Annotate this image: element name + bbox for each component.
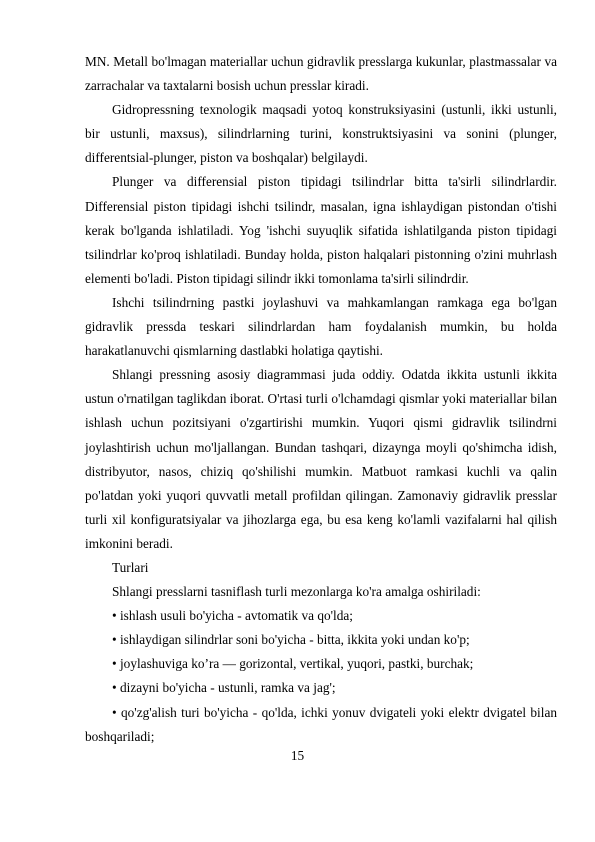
- paragraph: Gidropressning texnologik maqsadi yotoq konstruksiyasini (ustunli, ikki ustunli, bir ustunli, maxsus), silindrlarning turini, konstruktsiyasini va sonini (plunger, differentsial-plunger, piston va boshqalar) belgilaydi.: [85, 102, 557, 166]
- list-item: • qo'zg'alish turi bo'yicha - qo'lda, ichki yonuv dvigateli yoki elektr dvigatel bilan boshqariladi;: [85, 704, 557, 744]
- list-item: • ishlash usuli bo'yicha - avtomatik va qo'lda;: [112, 608, 353, 624]
- document-page: [85, 50, 557, 749]
- paragraph: Shlangi pressning asosiy diagrammasi juda oddiy. Odatda ikkita ustunli ikkita ustun o'rnatilgan taglikdan iborat. O'rtasi turli o'lchamdagi qismlar yoki materiallar bilan ishlash uchun pozitsiyani o'zgartirishi mumkin. Yuqori qismi gidravlik tsilindrni joylashtirish uchun mo'ljallangan. Bundan tashqari, dizaynga moyli qo'shimcha idish, distribyutor, nasos, chiziq qo'shilishi mumkin. Matbuot ramkasi kuchli va qalin po'latdan yoki yuqori quvvatli metall profildan qilingan. Zamonaviy gidravlik presslar turli xil konfiguratsiyalar va jihozlarga ega, bu esa keng ko'lamli vazifalarni hal qilish imkonini beradi.: [85, 367, 557, 551]
- paragraph: Plunger va differensial piston tipidagi tsilindrlar bitta ta'sirli silindrlardir. Differensial piston tipidagi ishchi tsilindr, masalan, igna ishlaydigan pistondan o'tishi kerak bo'lganda ishlatiladi. Yog 'ishchi suyuqlik sifatida ishlatilganda piston tipidagi tsilindrlar ko'proq ishlatiladi. Bunday holda, piston halqalari pistonning o'zini muhrlash elementi bo'ladi. Piston tipidagi silindr ikki tomonlama ta'sirli silindrdir.: [85, 174, 557, 286]
- list-item: • joylashuviga ko’ra — gorizontal, vertikal, yuqori, pastki, burchak;: [112, 656, 474, 672]
- page-number: 15: [290, 748, 305, 763]
- paragraph: MN. Metall bo'lmagan materiallar uchun gidravlik presslarga kukunlar, plastmassalar va zarrachalar va taxtalarni bosish uchun presslar kiradi.: [85, 54, 557, 94]
- list-item: • dizayni bo'yicha - ustunli, ramka va jag';: [112, 680, 336, 696]
- paragraph: Ishchi tsilindrning pastki joylashuvi va mahkamlangan ramkaga ega bo'lgan gidravlik pressda teskari silindrlardan ham foydalanish mumkin, bu holda harakatlanuvchi qismlarning dastlabki holatiga qaytishi.: [85, 294, 557, 359]
- paragraph: Shlangi presslarni tasniflash turli mezonlarga ko'ra amalga oshiriladi:: [112, 584, 481, 600]
- list-item: • ishlaydigan silindrlar soni bo'yicha - bitta, ikkita yoki undan ko'p;: [112, 632, 470, 648]
- section-heading: Turlari: [112, 559, 149, 575]
